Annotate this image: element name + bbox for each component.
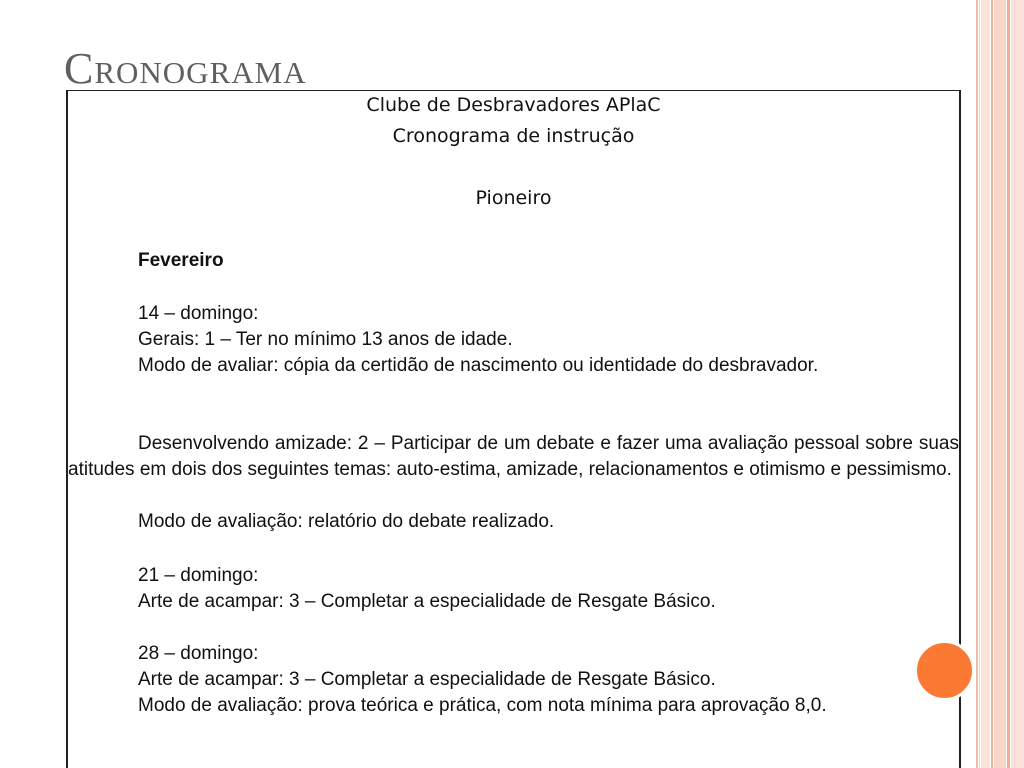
date-line: 14 – domingo: (138, 303, 259, 324)
requirement-line: Arte de acampar: 3 – Completar a especialidade de Resgate Básico. (138, 591, 716, 612)
evaluation-line: Modo de avaliação: relatório do debate realizado. (138, 511, 555, 532)
document-image (66, 90, 961, 768)
document-subtitle: Cronograma de instrução (392, 125, 635, 147)
decorative-circle (914, 640, 975, 701)
slide-title: Cronograma (64, 44, 307, 93)
requirement-line: Gerais: 1 – Ter no mínimo 13 anos de idade. (138, 329, 513, 350)
requirement-line: Desenvolvendo amizade: 2 – Participar de um debate e fazer uma avaliação pessoal sobre suas atitudes em dois dos seguintes temas: auto-estima, amizade, relacionamentos e otimismo e pessimismo. (68, 433, 959, 480)
requirement-line: Arte de acampar: 3 – Completar a especialidade de Resgate Básico. (138, 669, 716, 690)
club-name: Clube de Desbravadores APlaC (366, 94, 661, 116)
evaluation-line: Modo de avaliação: prova teórica e prática, com nota mínima para aprovação 8,0. (138, 695, 827, 716)
month-heading: Fevereiro (138, 250, 224, 271)
date-line: 28 – domingo: (138, 643, 259, 664)
decorative-stripes (976, 0, 1024, 768)
class-name: Pioneiro (475, 187, 552, 209)
date-line: 21 – domingo: (138, 565, 259, 586)
evaluation-line: Modo de avaliar: cópia da certidão de nascimento ou identidade do desbravador. (138, 355, 819, 376)
